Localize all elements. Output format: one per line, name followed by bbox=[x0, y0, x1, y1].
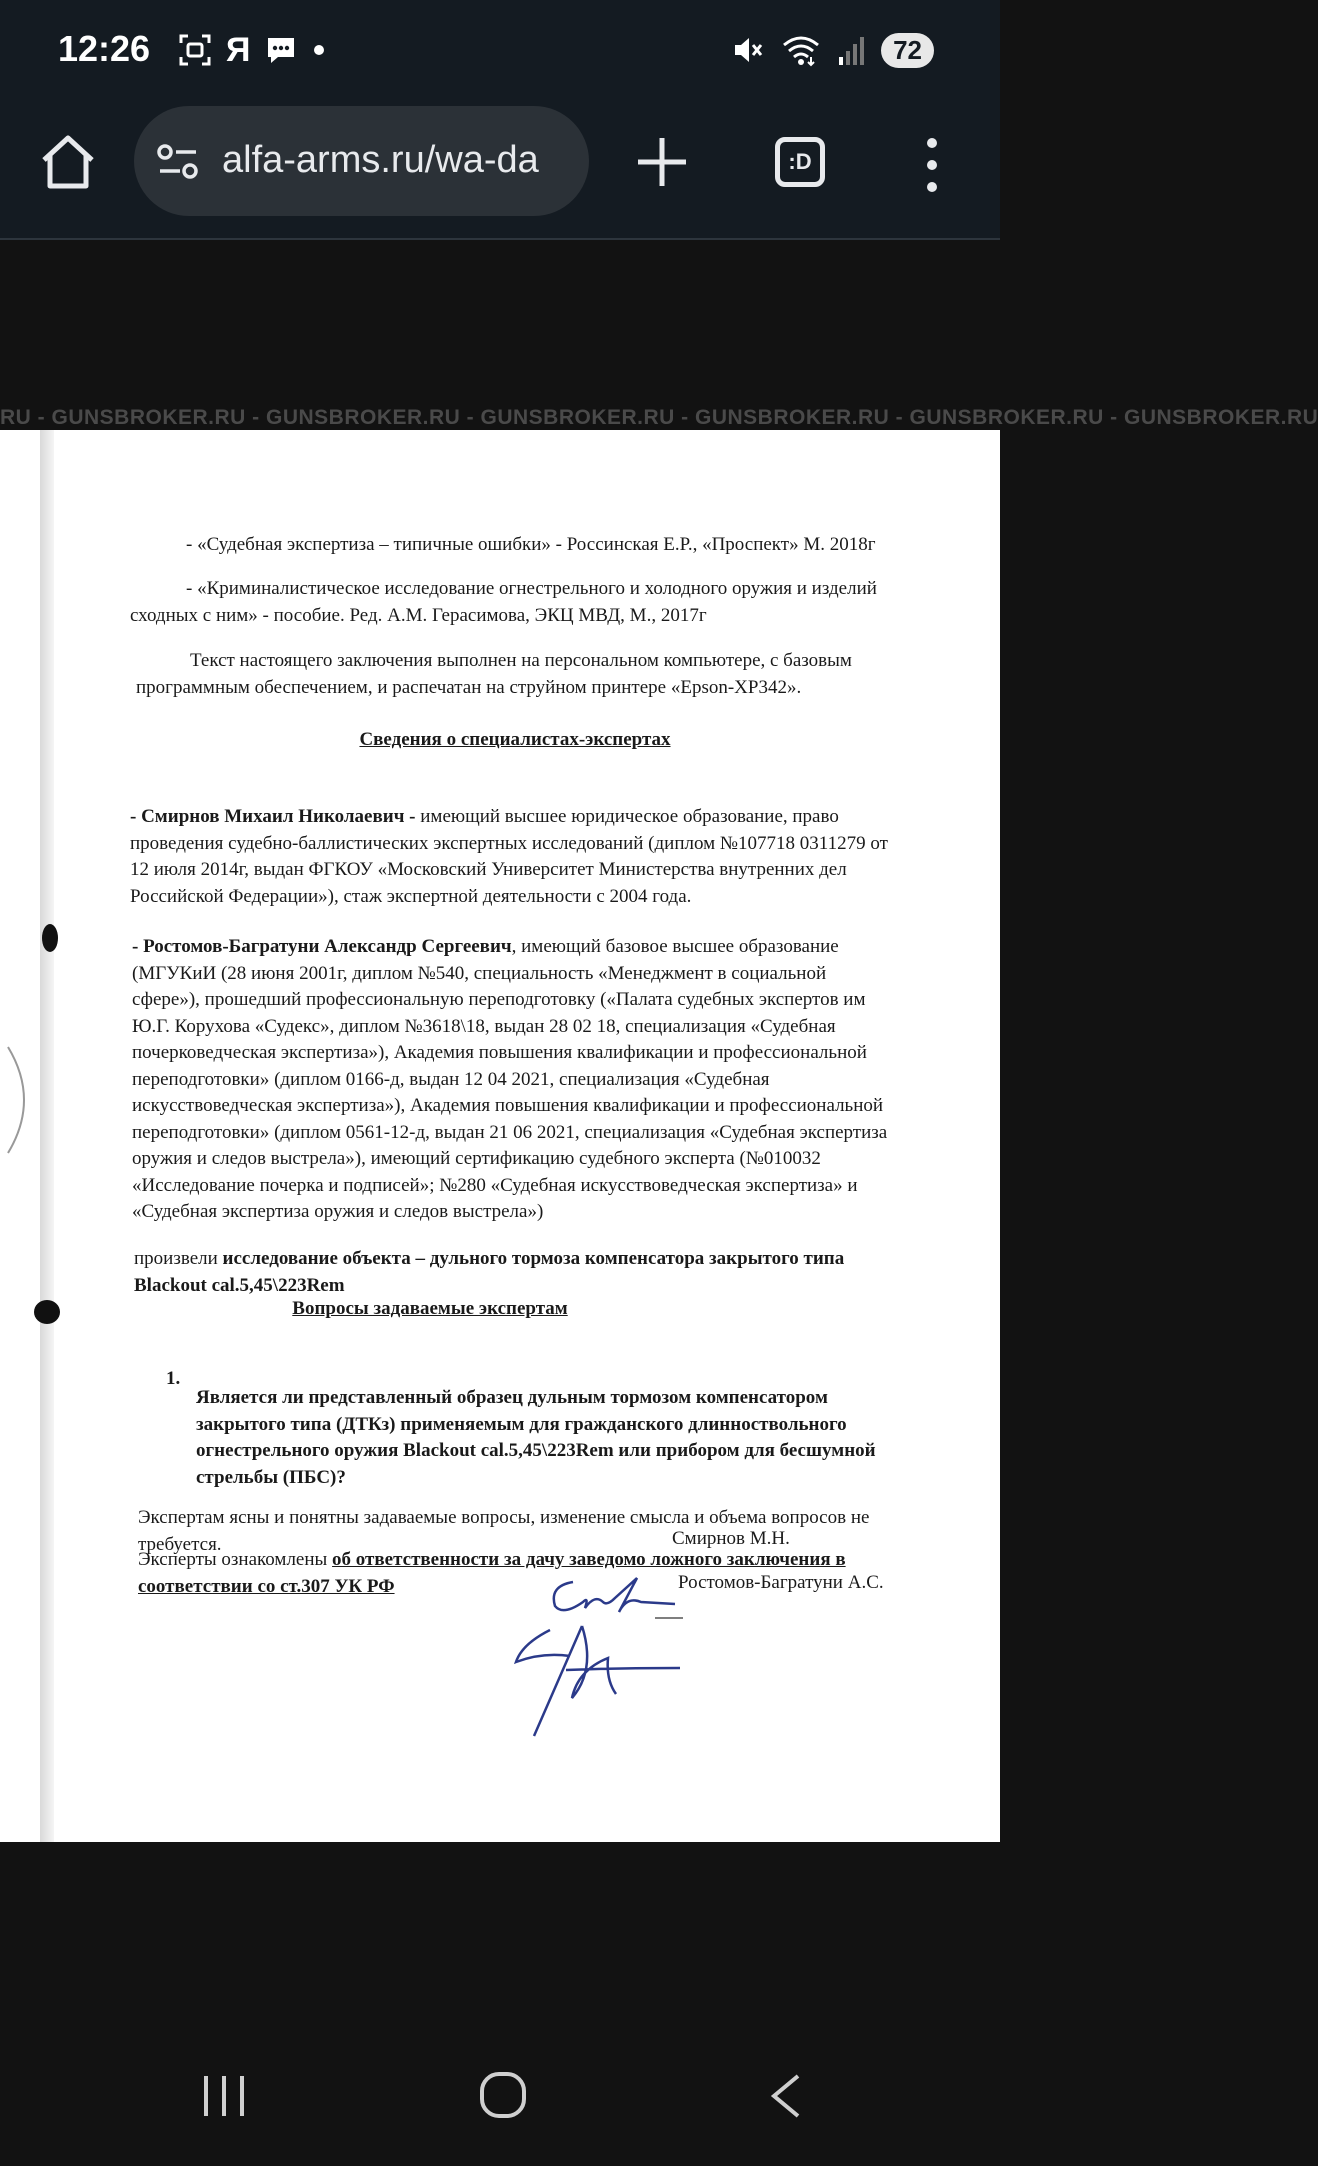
research-paragraph bbox=[134, 1246, 892, 1299]
home-nav-icon[interactable] bbox=[478, 2070, 528, 2120]
toolbar-divider bbox=[0, 238, 1000, 240]
ya-icon: Я bbox=[226, 30, 251, 69]
binder-ring-mark bbox=[0, 1045, 40, 1155]
question-number: 1. bbox=[166, 1368, 181, 1389]
liability-prefix: Эксперты ознакомлены bbox=[138, 1549, 333, 1570]
expert-1-text: имеющий высшее юридическое образование, право проведения судебно-баллистических экспертных исследований (диплом №107718 0311279 от 12 июля 2014г, выдан ФГКОУ «Московский Университет Министерства внутренних дел Российской Федерации»), стаж экспертной деятельности с 2004 года. bbox=[130, 806, 888, 907]
liability-text: об ответственности за дачу заведомо ложного заключения в соответствии со ст.307 УК РФ bbox=[138, 1549, 846, 1597]
expert-2-text: , имеющий базовое высшее образование (МГУКиИ (28 июня 2001г, диплом №540, специальность «Менеджмент в социальной сфере»), прошедший профессиональную переподготовку («Палата судебных экспертов им Ю.Г. Корухова «Судекс», диплом №3618\18, выдан 28 02 18, специализация «Судебная почерковедческая экспертиза»), Академия повышения квалификации и профессиональной переподготовки» (диплом 0166-д, выдан 12 04 2021, специализация «Судебная искусствоведческая экспертиза»), Академия повышения квалификации и профессиональной переподготовки» (диплом 0561-12-д, выдан 21 06 2021, специализация «Судебная экспертиза оружия и следов выстрела»), имеющий сертификацию судебного эксперта (№010032 «Исследование почерка и подписей»; №280 «Судебная искусствоведческая экспертиза» и «Судебная экспертиза оружия и следов выстрела») bbox=[132, 936, 888, 1222]
watermark-strip bbox=[0, 404, 1318, 430]
site-settings-icon[interactable] bbox=[156, 142, 200, 182]
wifi-icon bbox=[781, 33, 821, 67]
battery-icon: 72 bbox=[881, 33, 934, 68]
expert-1-name: - Смирнов Михаил Николаевич - bbox=[130, 806, 416, 827]
research-prefix: произвели bbox=[134, 1248, 223, 1269]
document-page bbox=[0, 430, 1000, 1842]
lit-item-2: - «Криминалистическое исследование огнестрельного и холодного оружия и изделий сходных с ним» - пособие. Ред. А.М. Герасимова, ЭКЦ МВД, М., 2017г bbox=[130, 578, 877, 626]
punch-hole bbox=[34, 1300, 60, 1324]
question-text: Является ли представленный образец дульным тормозом компенсатором закрытого типа (ДТКз) применяемым для гражданского длинноствольного огнестрельного оружия Blackout cal.5,45\223Rem или прибором для бесшумной стрельбы (ПБС)? bbox=[196, 1387, 876, 1488]
page-edge-shadow bbox=[40, 430, 54, 1842]
expert-2-name: - Ростомов-Багратуни Александр Сергеевич bbox=[132, 936, 512, 957]
questions-title: Вопросы задаваемые экспертам bbox=[292, 1298, 568, 1319]
signature-rostomov bbox=[512, 1610, 682, 1740]
recent-apps-icon[interactable] bbox=[200, 2072, 248, 2120]
chat-icon bbox=[264, 33, 298, 67]
system-icons bbox=[731, 30, 934, 70]
status-bar bbox=[0, 0, 1000, 100]
clarity-note: Экспертам ясны и понятны задаваемые вопросы, изменение смысла и объема вопросов не требуется. bbox=[138, 1507, 870, 1555]
url-text[interactable]: alfa-arms.ru/wa-da bbox=[222, 139, 539, 181]
watermark-text: RU - GUNSBROKER.RU - GUNSBROKER.RU - GUNSBROKER.RU - GUNSBROKER.RU - GUNSBROKER.RU - GUNSBROKER.RU bbox=[0, 406, 1318, 429]
signal-icon bbox=[837, 33, 865, 67]
punch-hole bbox=[42, 924, 58, 952]
status-time: 12:26 bbox=[58, 28, 151, 69]
research-object: исследование объекта – дульного тормоза компенсатора закрытого типа Blackout cal.5,45\223Rem bbox=[134, 1248, 845, 1296]
back-icon[interactable] bbox=[766, 2072, 806, 2120]
section-title: Сведения о специалистах-экспертах bbox=[359, 729, 671, 750]
new-tab-icon[interactable] bbox=[634, 134, 690, 190]
signature-1-name: Смирнов М.Н. bbox=[672, 1528, 790, 1549]
url-bar[interactable] bbox=[134, 106, 589, 216]
home-icon[interactable] bbox=[36, 130, 100, 194]
lit-item-1: - «Судебная экспертиза – типичные ошибки» - Россинская Е.Р., «Проспект» М. 2018г bbox=[186, 534, 876, 555]
navigation-bar bbox=[0, 2060, 1000, 2166]
dot-icon bbox=[312, 43, 326, 57]
notification-icons bbox=[178, 30, 326, 70]
signature-2-name: Ростомов-Багратуни А.С. bbox=[678, 1572, 884, 1593]
text-note: Текст настоящего заключения выполнен на персональном компьютере, с базовым программным обеспечением, и распечатан на струйном принтере «Epson-XP342». bbox=[136, 650, 852, 698]
tab-switcher-button[interactable]: :D bbox=[775, 137, 825, 187]
mute-icon bbox=[731, 33, 765, 67]
screenshot-icon bbox=[178, 33, 212, 67]
expert-1-paragraph bbox=[130, 804, 892, 910]
expert-2-paragraph bbox=[132, 934, 892, 1226]
more-menu-icon[interactable] bbox=[920, 137, 944, 193]
